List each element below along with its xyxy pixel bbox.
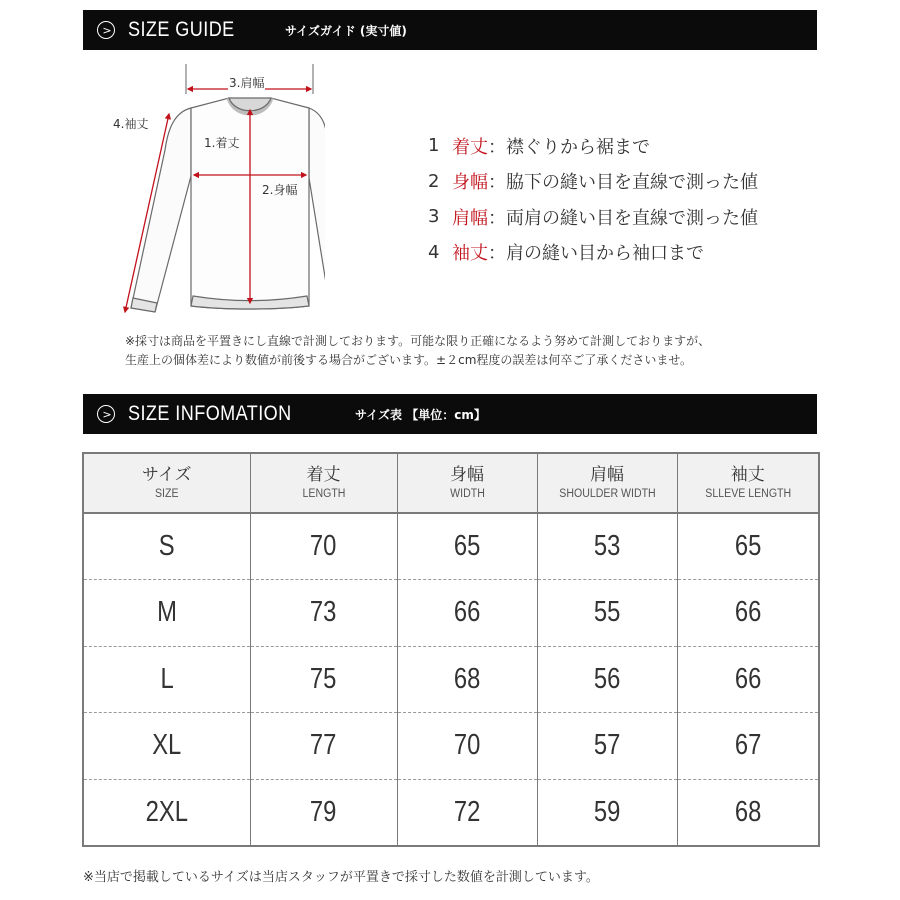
table-cell: 70 — [397, 713, 537, 780]
column-header: 身幅 WIDTH — [397, 453, 537, 513]
legend-item: 3 肩幅 ：両肩の縫い目を直線で測った値 — [428, 206, 758, 229]
table-cell: 68 — [734, 795, 761, 828]
size-info-header — [83, 394, 817, 434]
table-row — [83, 713, 819, 780]
legend-item: 4 袖丈 ：肩の縫い目から袖口まで — [428, 241, 704, 265]
length-label: 1.着丈 — [204, 136, 240, 150]
size-table — [82, 452, 820, 847]
table-row — [83, 779, 819, 846]
column-header: 着丈 LENGTH — [250, 453, 397, 513]
shoulder-label: 3.肩幅 — [229, 76, 265, 90]
table-cell: 77 — [250, 713, 397, 780]
legend-item: 2 身幅 ：脇下の縫い目を直線で測った値 — [428, 170, 758, 194]
legend-item: 1 着丈 ：襟ぐりから裾まで — [428, 135, 650, 158]
chevron-right-circle-icon: > — [97, 405, 115, 423]
table-cell: 66 — [677, 580, 819, 647]
width-label: 2.身幅 — [262, 183, 298, 197]
table-row — [83, 580, 819, 647]
size-guide-subtitle: サイズガイド (実寸値) — [285, 23, 407, 38]
table-cell: 59 — [537, 779, 677, 846]
note-line: ※採寸は商品を平置きにし直線で計測しております。可能な限り正確になるよう努めて計測しておりますが、 — [125, 334, 711, 348]
table-cell: 56 — [537, 646, 677, 713]
size-info-title: SIZE INFOMATION — [128, 402, 292, 425]
size-guide-title: SIZE GUIDE — [128, 18, 235, 41]
table-row — [83, 646, 819, 713]
column-header: 肩幅 SHOULDER WIDTH — [537, 453, 677, 513]
table-cell: 66 — [397, 580, 537, 647]
table-cell: L — [83, 646, 250, 713]
table-cell: 57 — [537, 713, 677, 780]
table-header-row — [83, 453, 819, 513]
table-cell: 65 — [397, 513, 537, 580]
measurement-note — [125, 332, 710, 370]
size-info-subtitle: サイズ表 【単位：cm】 — [355, 407, 486, 422]
size-guide-header — [83, 10, 817, 50]
column-header: サイズ SIZE — [83, 453, 250, 513]
table-cell: 70 — [250, 513, 397, 580]
table-cell: 65 — [677, 513, 819, 580]
shirt-outline — [131, 98, 325, 314]
table-cell: M — [83, 580, 250, 647]
table-cell: 72 — [397, 779, 537, 846]
table-cell: S — [83, 513, 250, 580]
footer-note: ※当店で掲載しているサイズは当店スタッフが平置きで採寸した数値を計測しています。 — [83, 870, 599, 885]
table-cell: 53 — [537, 513, 677, 580]
table-cell: 66 — [677, 646, 819, 713]
table-row — [83, 513, 819, 580]
column-header: 袖丈 SLLEVE LENGTH — [677, 453, 819, 513]
table-cell: 2XL — [83, 779, 250, 846]
table-cell: 79 — [250, 779, 397, 846]
note-line: 生産上の個体差により数値が前後する場合がございます。±２cm程度の誤差は何卒ご了承くださいませ。 — [125, 353, 693, 367]
table-cell: 55 — [537, 580, 677, 647]
table-cell: 75 — [250, 646, 397, 713]
chevron-right-circle-icon: > — [97, 21, 115, 39]
sleeve-label: 4.袖丈 — [113, 117, 149, 131]
measurement-legend — [428, 128, 808, 270]
table-cell: XL — [83, 713, 250, 780]
table-cell: 73 — [250, 580, 397, 647]
table-cell: 68 — [397, 646, 537, 713]
table-cell: 67 — [677, 713, 819, 780]
